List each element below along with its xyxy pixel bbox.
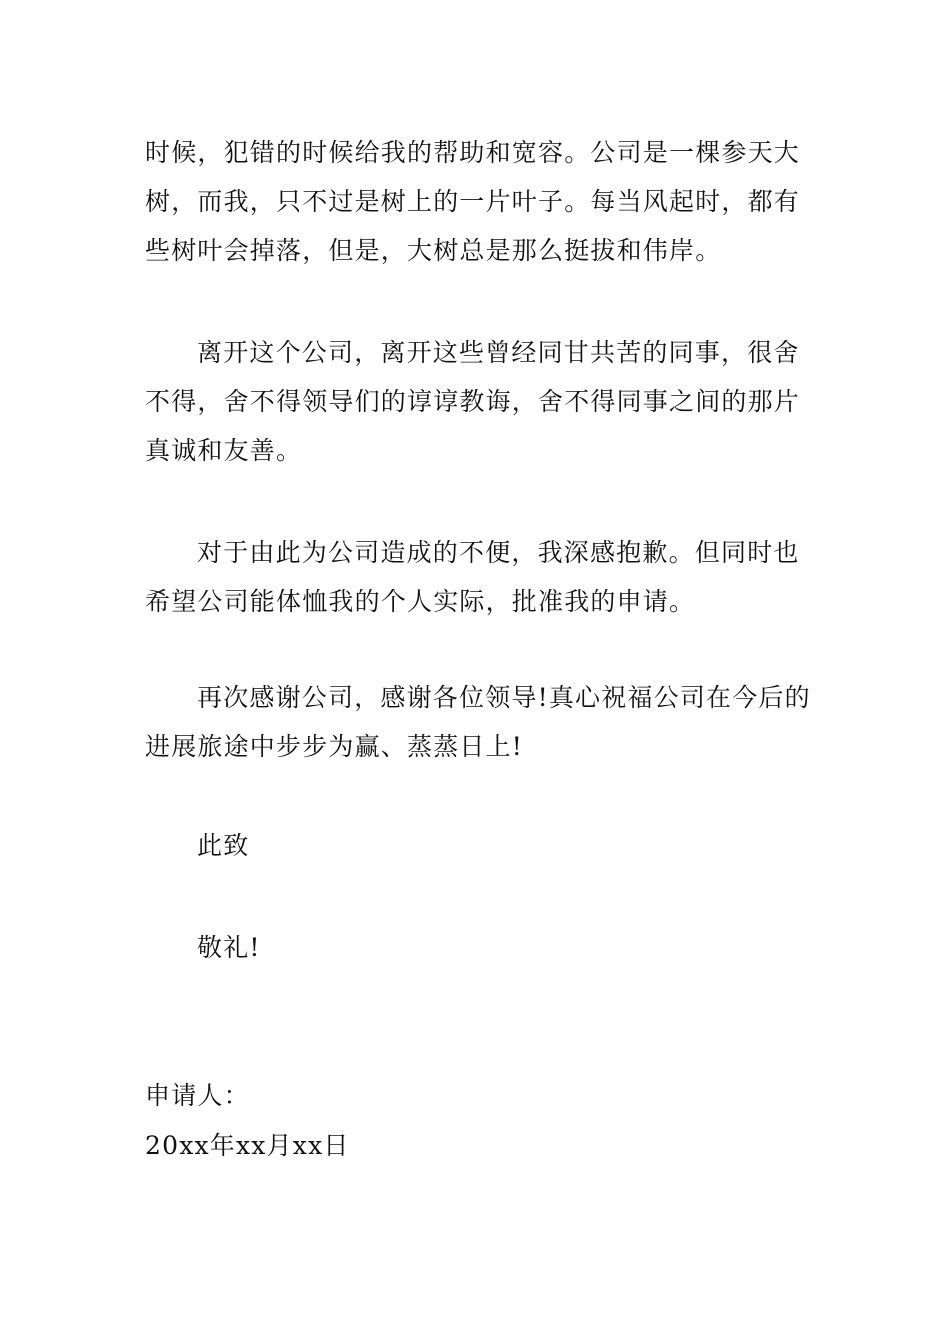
paragraph-line: 时候，犯错的时候给我的帮助和宽容。公司是一棵参天大	[145, 138, 801, 167]
closing-salutation: 此致	[197, 831, 250, 860]
paragraph-gratitude	[145, 128, 805, 275]
paragraph-line: 不得，舍不得领导们的谆谆教诲，舍不得同事之间的那片	[145, 387, 801, 416]
paragraph-line: 些树叶会掉落，但是，大树总是那么挺拔和伟岸。	[145, 236, 722, 265]
paragraph-line: 真诚和友善。	[145, 436, 303, 465]
paragraph-thanks	[145, 673, 811, 771]
paragraph-line: 进展旅途中步步为赢、蒸蒸日上!	[145, 732, 524, 761]
paragraph-leaving	[145, 328, 805, 475]
applicant-label: 申请人：	[145, 1081, 250, 1110]
closing-regards: 敬礼!	[197, 933, 261, 962]
paragraph-line: 再次感谢公司，感谢各位领导!真心祝福公司在今后的	[197, 683, 811, 712]
paragraph-line: 希望公司能体恤我的个人实际，批准我的申请。	[145, 587, 696, 616]
letter-date: 20xx年xx月xx日	[145, 1131, 350, 1160]
paragraph-line: 离开这个公司，离开这些曾经同甘共苦的同事，很舍	[197, 338, 800, 367]
paragraph-line: 对于由此为公司造成的不便，我深感抱歉。但同时也	[197, 538, 800, 567]
paragraph-apology	[145, 528, 805, 626]
paragraph-line: 树，而我，只不过是树上的一片叶子。每当风起时，都有	[145, 187, 801, 216]
